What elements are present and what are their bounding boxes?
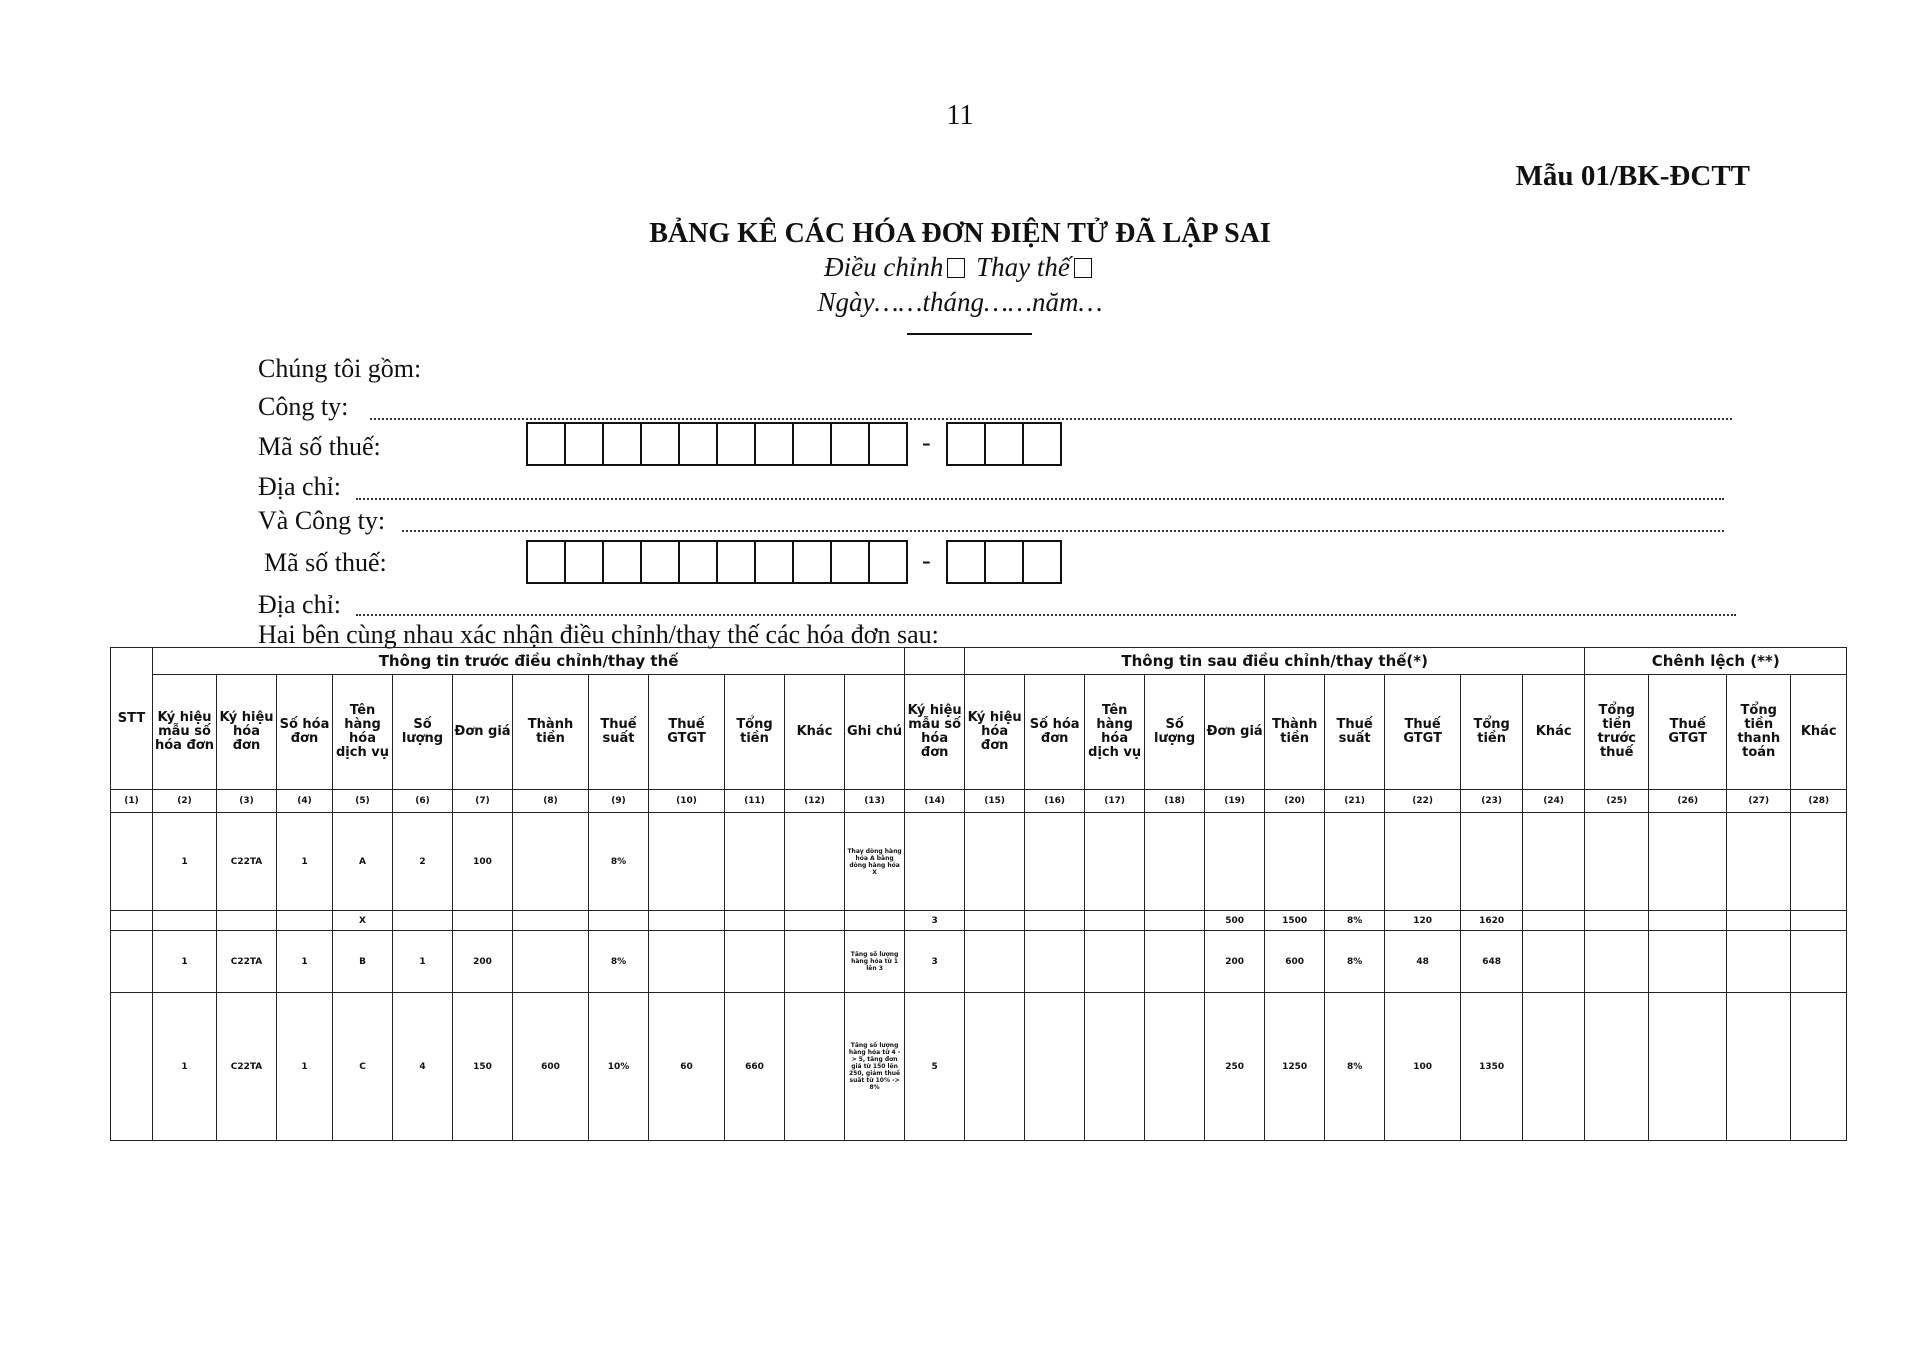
column-number-row	[111, 790, 1847, 813]
table-cell	[1649, 911, 1727, 931]
table-cell	[1085, 993, 1145, 1141]
table-cell: C22TA	[217, 993, 277, 1141]
table-cell	[1727, 911, 1791, 931]
table-cell	[1145, 813, 1205, 911]
table-cell: 1	[277, 993, 333, 1141]
col-number: (8)	[513, 790, 589, 813]
tax-code1-label: Mã số thuế:	[258, 432, 381, 461]
col-header: Thuế suất	[589, 675, 649, 790]
col-number: (18)	[1145, 790, 1205, 813]
table-cell: 200	[453, 931, 513, 993]
table-cell: 5	[905, 993, 965, 1141]
col-header: Số lượng	[1145, 675, 1205, 790]
col-number: (26)	[1649, 790, 1727, 813]
table-cell	[1325, 813, 1385, 911]
col-header: Ký hiệu hóa đơn	[965, 675, 1025, 790]
table-cell	[965, 911, 1025, 931]
table-cell	[1085, 931, 1145, 993]
table-cell	[649, 931, 725, 993]
intro-label: Chúng tôi gồm:	[258, 354, 422, 383]
table-cell	[1205, 813, 1265, 911]
table-cell	[1385, 813, 1461, 911]
company1-label: Công ty:	[258, 392, 349, 421]
invoice-table	[110, 647, 1847, 1141]
col-header: Ký hiệu mẫu số hóa đơn	[905, 675, 965, 790]
table-cell: 8%	[589, 813, 649, 911]
col-header: Khác	[785, 675, 845, 790]
col-number: (10)	[649, 790, 725, 813]
col-number: (4)	[277, 790, 333, 813]
note-cell	[845, 911, 905, 931]
address2-field[interactable]	[356, 614, 1736, 616]
col-number: (25)	[1585, 790, 1649, 813]
col-number: (23)	[1461, 790, 1523, 813]
col-header: Khác	[1523, 675, 1585, 790]
table-cell	[785, 911, 845, 931]
table-cell	[513, 813, 589, 911]
address2-label: Địa chỉ:	[258, 590, 342, 619]
table-cell: 60	[649, 993, 725, 1141]
table-cell	[1025, 993, 1085, 1141]
table-cell	[1145, 993, 1205, 1141]
col-header: Thuế GTGT	[1385, 675, 1461, 790]
table-cell: 8%	[589, 931, 649, 993]
col-number: (6)	[393, 790, 453, 813]
table-row	[111, 813, 1847, 911]
company2-label: Và Công ty:	[258, 506, 386, 535]
table-cell	[1523, 911, 1585, 931]
table-cell	[1265, 813, 1325, 911]
table-cell	[1145, 911, 1205, 931]
table-cell	[1791, 993, 1847, 1141]
table-cell	[1585, 931, 1649, 993]
table-cell	[111, 813, 153, 911]
form-code: Mẫu 01/BK-ĐCTT	[1515, 160, 1750, 192]
table-cell: 1	[153, 813, 217, 911]
col-header: Tên hàng hóa dịch vụ	[333, 675, 393, 790]
table-cell	[1085, 813, 1145, 911]
col-header: Tên hàng hóa dịch vụ	[1085, 675, 1145, 790]
table-cell	[111, 911, 153, 931]
table-cell	[1649, 931, 1727, 993]
table-cell	[513, 911, 589, 931]
table-cell	[965, 993, 1025, 1141]
table-cell: C22TA	[217, 813, 277, 911]
col-header: Khác	[1791, 675, 1847, 790]
address1-label: Địa chỉ:	[258, 472, 342, 501]
table-cell	[153, 911, 217, 931]
table-cell: 1500	[1265, 911, 1325, 931]
table-cell	[965, 813, 1025, 911]
group-after: Thông tin sau điều chỉnh/thay thế(*)	[965, 648, 1585, 675]
table-cell: 1	[393, 931, 453, 993]
tax-code2-boxes[interactable]	[526, 540, 908, 584]
table-cell	[277, 911, 333, 931]
col-number: (3)	[217, 790, 277, 813]
col-number: (28)	[1791, 790, 1847, 813]
table-row	[111, 993, 1847, 1141]
table-cell	[905, 813, 965, 911]
replace-label: Thay thế	[976, 252, 1070, 282]
col-number: (1)	[111, 790, 153, 813]
table-cell	[649, 911, 725, 931]
table-row	[111, 911, 1847, 931]
table-cell	[1523, 931, 1585, 993]
col-number: (13)	[845, 790, 905, 813]
table-cell: 10%	[589, 993, 649, 1141]
table-cell	[725, 813, 785, 911]
tax-code1-boxes[interactable]	[526, 422, 908, 466]
table-cell	[393, 911, 453, 931]
table-cell	[1791, 911, 1847, 931]
col-number: (24)	[1523, 790, 1585, 813]
table-cell: 1620	[1461, 911, 1523, 931]
table-cell: 3	[905, 931, 965, 993]
table-cell: 200	[1205, 931, 1265, 993]
table-cell	[725, 911, 785, 931]
table-cell	[111, 931, 153, 993]
note-cell: Thay dòng hàng hóa A bằng dòng hàng hóa X	[845, 813, 905, 911]
col-number: (21)	[1325, 790, 1385, 813]
tax-code2-dash: -	[922, 546, 931, 575]
table-cell	[589, 911, 649, 931]
table-cell: 4	[393, 993, 453, 1141]
col-number: (27)	[1727, 790, 1791, 813]
col-number: (7)	[453, 790, 513, 813]
table-cell	[217, 911, 277, 931]
col-header: Tổng tiền trước thuế	[1585, 675, 1649, 790]
col-header: Ký hiệu mẫu số hóa đơn	[153, 675, 217, 790]
col-header: Số hóa đơn	[1025, 675, 1085, 790]
col-number: (5)	[333, 790, 393, 813]
table-cell: C22TA	[217, 931, 277, 993]
table-cell	[111, 993, 153, 1141]
col-number: (15)	[965, 790, 1025, 813]
col-header: Thành tiền	[513, 675, 589, 790]
col-number: (19)	[1205, 790, 1265, 813]
table-cell: 8%	[1325, 911, 1385, 931]
address1-field[interactable]	[356, 498, 1724, 500]
table-cell	[1649, 813, 1727, 911]
table-cell	[1727, 813, 1791, 911]
table-cell: 1	[153, 993, 217, 1141]
table-cell: 1	[153, 931, 217, 993]
table-cell	[785, 931, 845, 993]
table-cell: 120	[1385, 911, 1461, 931]
table-cell: C	[333, 993, 393, 1141]
col-number: (11)	[725, 790, 785, 813]
col-header: Thuế suất	[1325, 675, 1385, 790]
col-header: Tổng tiền thanh toán	[1727, 675, 1791, 790]
table-cell: 600	[1265, 931, 1325, 993]
table-cell	[1523, 813, 1585, 911]
group-before-gap	[905, 648, 965, 675]
col-number: (16)	[1025, 790, 1085, 813]
table-cell	[1025, 931, 1085, 993]
table-cell: 1	[277, 813, 333, 911]
col-number: (9)	[589, 790, 649, 813]
table-cell	[1727, 931, 1791, 993]
col-header: Thuế GTGT	[1649, 675, 1727, 790]
table-cell: 100	[453, 813, 513, 911]
table-cell: 1	[277, 931, 333, 993]
table-cell: 648	[1461, 931, 1523, 993]
table-cell	[1085, 911, 1145, 931]
col-header: Số hóa đơn	[277, 675, 333, 790]
table-cell	[1791, 931, 1847, 993]
table-cell	[785, 813, 845, 911]
table-cell: X	[333, 911, 393, 931]
tax-code2-label: Mã số thuế:	[264, 548, 387, 577]
group-before: Thông tin trước điều chỉnh/thay thế	[153, 648, 905, 675]
table-cell	[649, 813, 725, 911]
table-cell	[1585, 911, 1649, 931]
col-number: (2)	[153, 790, 217, 813]
table-cell: 2	[393, 813, 453, 911]
header-row	[111, 675, 1847, 790]
table-cell: 250	[1205, 993, 1265, 1141]
col-number: (17)	[1085, 790, 1145, 813]
table-cell: 48	[1385, 931, 1461, 993]
col-header: Số lượng	[393, 675, 453, 790]
table-cell	[1791, 813, 1847, 911]
page-number: 11	[946, 100, 974, 131]
col-header: Thành tiền	[1265, 675, 1325, 790]
adjust-label: Điều chỉnh	[824, 252, 944, 282]
table-cell: 150	[453, 993, 513, 1141]
adjust-checkbox[interactable]	[947, 258, 965, 278]
tax-code1-dash: -	[922, 428, 931, 457]
table-cell	[785, 993, 845, 1141]
table-cell	[1523, 993, 1585, 1141]
date-line: Ngày……tháng……năm…	[817, 287, 1103, 317]
table-cell	[1145, 931, 1205, 993]
table-cell: 3	[905, 911, 965, 931]
table-cell	[453, 911, 513, 931]
table-cell	[1585, 993, 1649, 1141]
table-row	[111, 931, 1847, 993]
col-number: (12)	[785, 790, 845, 813]
table-cell: 500	[1205, 911, 1265, 931]
note-cell: Tăng số lượng hàng hóa từ 4 -> 5, tăng đơn giá từ 150 lên 250, giảm thuế suất từ 10% -> 8%	[845, 993, 905, 1141]
table-cell	[965, 931, 1025, 993]
col-header: Thuế GTGT	[649, 675, 725, 790]
table-cell: 660	[725, 993, 785, 1141]
title-underline	[907, 333, 1032, 335]
table-cell: 1250	[1265, 993, 1325, 1141]
group-diff: Chênh lệch (**)	[1585, 648, 1847, 675]
replace-checkbox[interactable]	[1074, 258, 1092, 278]
company1-field[interactable]	[370, 418, 1732, 420]
table-cell	[1025, 911, 1085, 931]
table-cell: A	[333, 813, 393, 911]
col-header: Đơn giá	[453, 675, 513, 790]
table-cell	[725, 931, 785, 993]
table-cell: 1350	[1461, 993, 1523, 1141]
table-cell: 600	[513, 993, 589, 1141]
table-cell: 100	[1385, 993, 1461, 1141]
table-cell	[1649, 993, 1727, 1141]
company2-field[interactable]	[402, 530, 1724, 532]
table-cell	[1461, 813, 1523, 911]
col-header: Ghi chú	[845, 675, 905, 790]
col-number: (22)	[1385, 790, 1461, 813]
table-cell: B	[333, 931, 393, 993]
table-cell: 8%	[1325, 931, 1385, 993]
col-stt: STT	[111, 648, 153, 790]
document-title: BẢNG KÊ CÁC HÓA ĐƠN ĐIỆN TỬ ĐÃ LẬP SAI	[649, 218, 1271, 249]
adjust-replace-options	[0, 252, 1920, 283]
confirm-text: Hai bên cùng nhau xác nhận điều chỉnh/thay thế các hóa đơn sau:	[258, 620, 939, 649]
col-header: Tổng tiền	[725, 675, 785, 790]
note-cell: Tăng số lượng hàng hóa từ 1 lên 3	[845, 931, 905, 993]
col-header: Đơn giá	[1205, 675, 1265, 790]
table-cell	[1727, 993, 1791, 1141]
table-cell: 8%	[1325, 993, 1385, 1141]
table-cell	[1025, 813, 1085, 911]
tax-code2-suffix-boxes[interactable]	[946, 540, 1062, 584]
table-cell	[513, 931, 589, 993]
col-header: Tổng tiền	[1461, 675, 1523, 790]
tax-code1-suffix-boxes[interactable]	[946, 422, 1062, 466]
col-header: Ký hiệu hóa đơn	[217, 675, 277, 790]
table-cell	[1585, 813, 1649, 911]
col-number: (20)	[1265, 790, 1325, 813]
col-number: (14)	[905, 790, 965, 813]
